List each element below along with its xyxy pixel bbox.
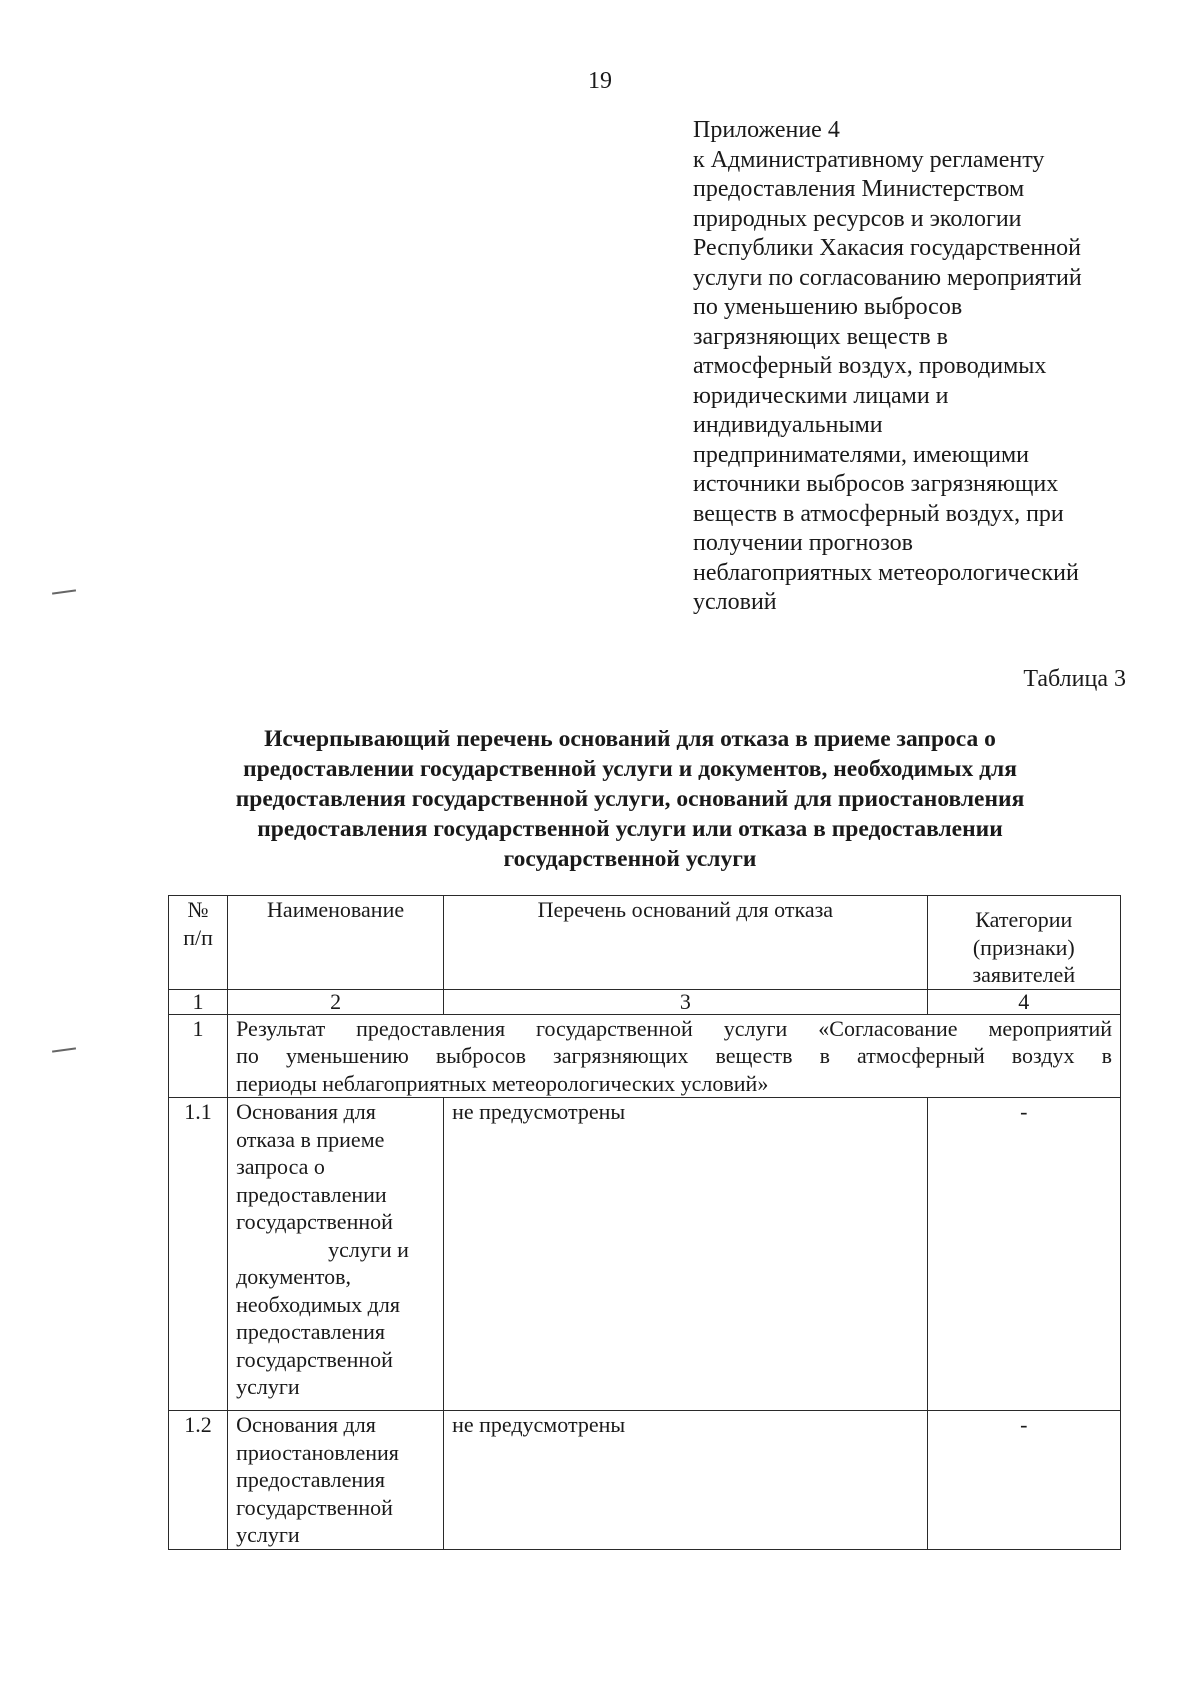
appendix-line: Приложение 4: [693, 117, 840, 143]
header-categories-line: Категории: [975, 907, 1073, 932]
row-name-line: государственной: [236, 1346, 393, 1372]
row-name-line: услуги и: [328, 1236, 409, 1262]
row-name-line: приостановления: [236, 1439, 399, 1465]
header-categories-line: заявителей: [972, 962, 1076, 987]
appendix-line: к Административному регламенту: [693, 146, 1045, 173]
header-reasons: Перечень оснований для отказа: [444, 896, 928, 990]
row-name-line: Основания для: [236, 1412, 376, 1437]
table-row: [169, 1098, 1121, 1411]
column-index: 3: [444, 989, 928, 1014]
table-row: [169, 1411, 1121, 1550]
title-line: предоставления государственной услуги, оснований для приостановления: [235, 786, 1025, 812]
section-line: периоды неблагоприятных метеорологических условий»: [236, 1070, 769, 1096]
header-num-line: п/п: [183, 924, 213, 950]
row-category: -: [927, 1411, 1120, 1550]
row-reasons: не предусмотрены: [444, 1098, 928, 1411]
row-name-line: необходимых для: [236, 1291, 400, 1317]
section-row: [169, 1014, 1121, 1098]
column-index-row: [169, 989, 1121, 1014]
row-name-line: предоставления: [236, 1467, 386, 1492]
appendix-line: предоставления Министерством: [693, 176, 1025, 202]
row-name-line: государственной: [236, 1209, 393, 1234]
row-name-line: услуги: [236, 1374, 300, 1399]
header-categories-line: (признаки): [972, 934, 1075, 960]
appendix-line: получении прогнозов: [693, 530, 913, 556]
row-name-line: запроса о: [236, 1154, 325, 1179]
row-name-line: предоставлении: [236, 1181, 387, 1207]
row-num: 1.1: [169, 1098, 228, 1411]
row-name-line: отказа в приеме: [236, 1126, 385, 1152]
row-reasons: не предусмотрены: [444, 1411, 928, 1550]
appendix-line: по уменьшению выбросов: [693, 294, 963, 320]
appendix-line: веществ в атмосферный воздух, при: [693, 500, 1064, 527]
appendix-line: индивидуальными: [693, 412, 883, 438]
appendix-block: [693, 116, 1133, 618]
title-line: Исчерпывающий перечень оснований для отказа в приеме запроса о: [264, 726, 996, 752]
title-line: предоставлении государственной услуги и документов, необходимых для: [243, 756, 1017, 782]
row-name-line: предоставления: [236, 1319, 386, 1344]
row-num: 1.2: [169, 1411, 228, 1550]
appendix-line: юридическими лицами и: [693, 382, 949, 409]
row-name-line: документов,: [236, 1264, 352, 1289]
scan-mark: [52, 1047, 76, 1052]
header-num-line: №: [187, 897, 209, 922]
row-name-line: услуги: [236, 1522, 300, 1547]
table-header-row: [169, 896, 1121, 990]
section-title: [228, 1014, 1121, 1098]
appendix-line: условий: [693, 589, 777, 615]
appendix-line: Республики Хакасия государственной: [693, 235, 1081, 261]
scan-mark: [52, 589, 76, 594]
page-number: 19: [588, 68, 612, 94]
appendix-line: предпринимателями, имеющими: [693, 441, 1029, 468]
appendix-line: природных ресурсов и экологии: [693, 205, 1022, 232]
grounds-table: [168, 895, 1121, 1550]
section-line: Результат предоставления государственной услуги «Согласование мероприятий: [236, 1015, 1112, 1041]
row-name: [228, 1411, 444, 1550]
row-category: -: [927, 1098, 1120, 1411]
column-index: 4: [927, 989, 1120, 1014]
header-num: [169, 896, 228, 990]
header-categories: [927, 896, 1120, 990]
row-name: [228, 1098, 444, 1411]
row-name-line: государственной: [236, 1494, 393, 1520]
title-line: предоставления государственной услуги или отказа в предоставлении: [257, 816, 1003, 842]
appendix-line: источники выбросов загрязняющих: [693, 471, 1059, 497]
title-line: государственной услуги: [503, 846, 757, 872]
row-name-line: Основания для: [236, 1099, 376, 1124]
appendix-line: загрязняющих веществ в: [693, 323, 949, 350]
appendix-line: неблагоприятных метеорологический: [693, 559, 1079, 586]
section-num: 1: [169, 1014, 228, 1098]
table-label: Таблица 3: [1023, 666, 1126, 692]
appendix-line: атмосферный воздух, проводимых: [693, 353, 1047, 379]
document-title: [130, 724, 1130, 874]
column-index: 1: [169, 989, 228, 1014]
header-name: Наименование: [228, 896, 444, 990]
section-line: по уменьшению выбросов загрязняющих веществ в атмосферный воздух в: [236, 1043, 1112, 1068]
column-index: 2: [228, 989, 444, 1014]
appendix-line: услуги по согласованию мероприятий: [693, 264, 1082, 291]
